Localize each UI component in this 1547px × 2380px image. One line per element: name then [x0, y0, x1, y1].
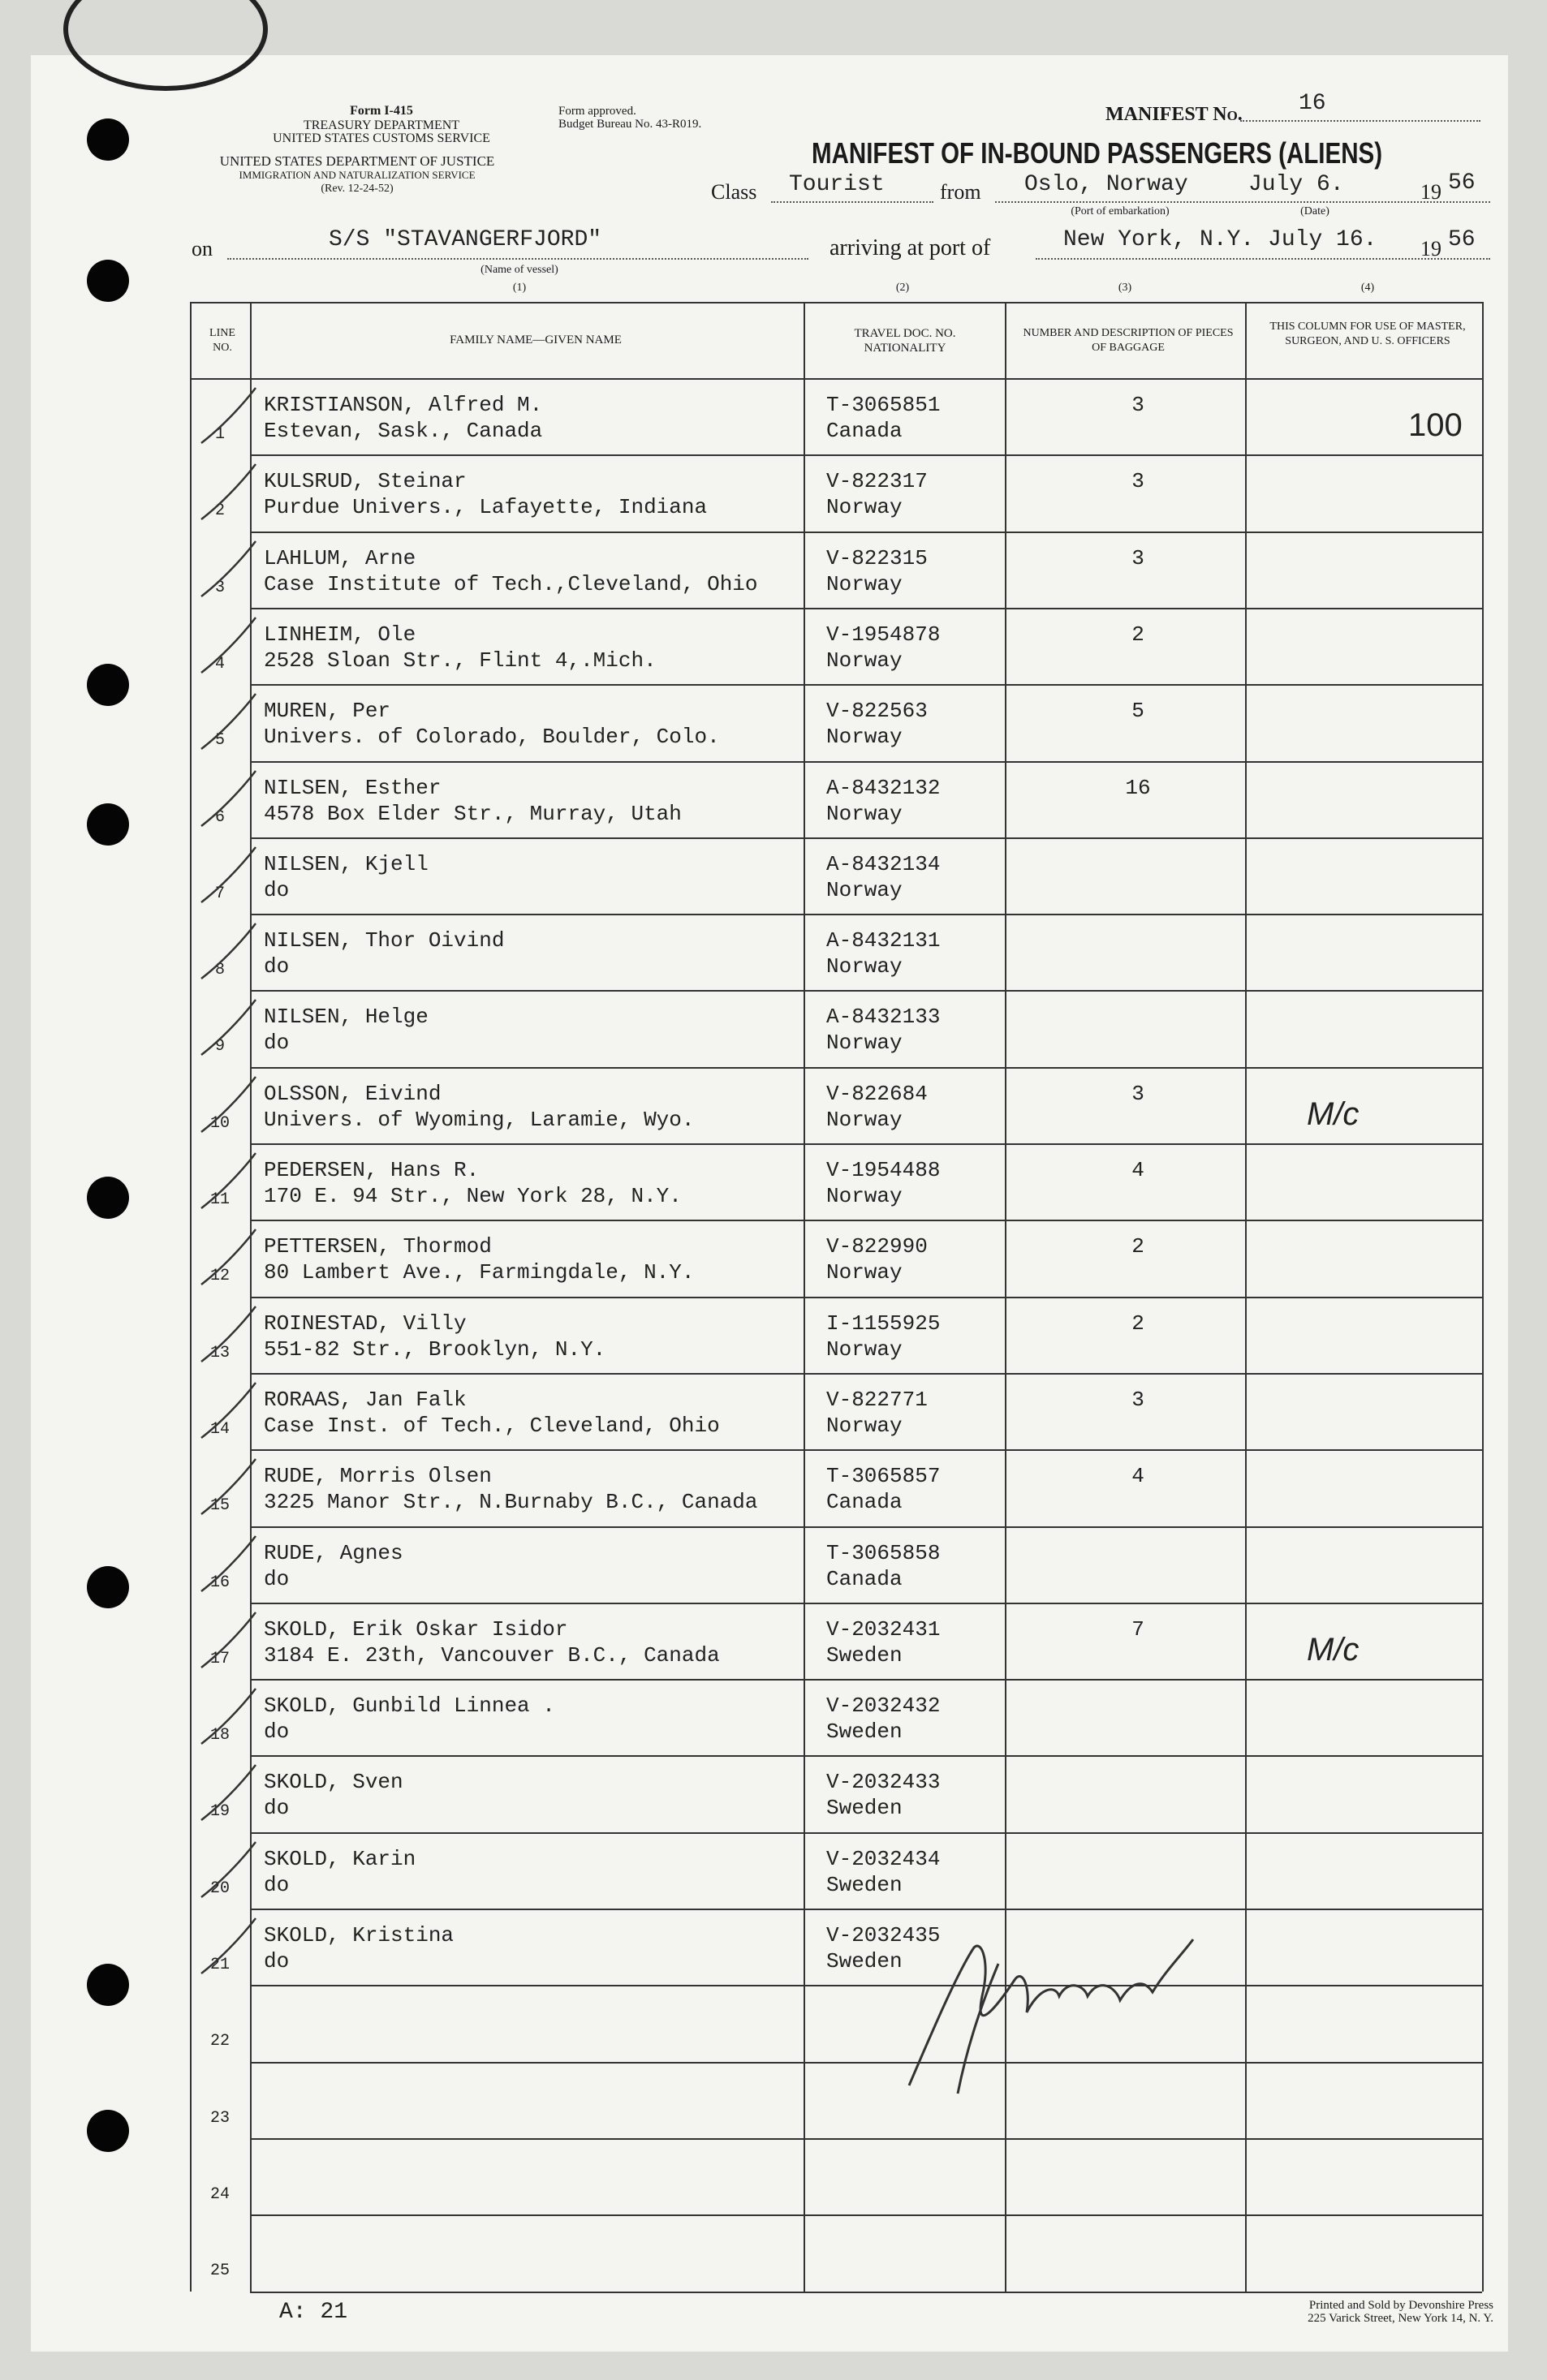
punch-hole: [87, 1964, 129, 2006]
baggage-count: 7: [1131, 1616, 1144, 1642]
footer-code: A: 21: [279, 2300, 348, 2325]
passenger-name: SKOLD, Kristina: [264, 1923, 455, 1947]
grid-rule: [250, 454, 1482, 456]
line-number: 4: [214, 654, 225, 674]
punch-hole: [87, 1177, 129, 1219]
line-number: 22: [209, 2032, 230, 2051]
passenger-address: 551-82 Str., Brooklyn, N.Y.: [264, 1336, 606, 1362]
passenger-address: do: [264, 1949, 290, 1973]
passenger-name: PEDERSEN, Hans R.: [264, 1158, 480, 1182]
grid-rule: [804, 302, 805, 2292]
passenger-address: do: [264, 1872, 290, 1897]
passenger-name: PETTERSEN, Thormod: [264, 1234, 492, 1259]
col-num-2: (2): [895, 282, 910, 294]
line-number: 21: [209, 1956, 230, 1974]
on-label: on: [192, 237, 213, 260]
passenger-name: NILSEN, Thor Oivind: [264, 928, 505, 953]
line-number: 10: [209, 1113, 230, 1133]
passenger-address: do: [264, 1031, 290, 1056]
travel-doc-no: V-822315: [826, 545, 928, 570]
form-approved: Form approved.: [558, 105, 636, 118]
grid-rule: [190, 302, 1482, 303]
travel-doc-no: A-8432131: [826, 928, 941, 953]
travel-doc-no: V-2032435: [826, 1923, 941, 1947]
line-number: 5: [214, 731, 225, 751]
check-mark: [195, 1379, 260, 1444]
baggage-count: 3: [1131, 393, 1144, 417]
officer-note: 100: [1408, 407, 1463, 443]
line-number: 15: [209, 1496, 230, 1516]
baggage-count: 5: [1131, 699, 1144, 724]
travel-doc-no: V-822563: [826, 699, 928, 724]
line-number: 13: [209, 1343, 230, 1362]
nationality: Norway: [826, 1336, 903, 1362]
line-number: 1: [214, 425, 225, 444]
line-number: 3: [214, 578, 225, 597]
col-header-doc: TRAVEL DOC. NO. NATIONALITY: [854, 327, 956, 355]
passenger-name: NILSEN, Esther: [264, 775, 442, 800]
check-mark: [195, 1685, 260, 1750]
grid-rule: [250, 1220, 1482, 1221]
nationality: Norway: [826, 725, 903, 750]
check-mark: [195, 1609, 260, 1674]
passenger-name: NILSEN, Kjell: [264, 851, 429, 876]
vessel-caption: (Name of vessel): [480, 264, 558, 276]
travel-doc-no: V-2032434: [826, 1846, 941, 1871]
check-mark: [195, 844, 260, 909]
check-mark: [195, 1226, 260, 1291]
travel-doc-no: V-1954878: [826, 622, 941, 647]
line-number: 25: [209, 2262, 230, 2281]
nationality: Norway: [826, 1184, 903, 1208]
nationality: Norway: [826, 1107, 903, 1132]
departure-date: July 6.: [1248, 172, 1344, 197]
grid-rule: [250, 1067, 1482, 1069]
punch-hole: [87, 1566, 129, 1608]
grid-rule: [250, 1526, 1482, 1528]
punch-hole: [87, 664, 129, 706]
ins-service: IMMIGRATION AND NATURALIZATION SERVICE: [239, 169, 476, 181]
col-header-line-no: LINE NO.: [209, 327, 235, 354]
line-number: 12: [209, 1267, 230, 1286]
line-number: 17: [209, 1649, 230, 1668]
printer-line-1: Printed and Sold by Devonshire Press: [1308, 2299, 1493, 2312]
arrival-port: New York, N.Y. July 16.: [1063, 227, 1377, 252]
punch-hole: [87, 2110, 129, 2152]
baggage-count: 4: [1131, 1464, 1144, 1489]
travel-doc-no: V-1954488: [826, 1158, 941, 1182]
nationality: Norway: [826, 495, 903, 520]
check-mark: [195, 614, 260, 679]
passenger-name: OLSSON, Eivind: [264, 1081, 442, 1106]
passenger-name: KULSRUD, Steinar: [264, 469, 467, 494]
officer-note: M/c: [1307, 1631, 1360, 1668]
passenger-name: RUDE, Morris Olsen: [264, 1464, 492, 1489]
justice-dept: UNITED STATES DEPARTMENT OF JUSTICE: [219, 153, 495, 169]
line-number: 14: [209, 1419, 230, 1439]
travel-doc-no: T-3065851: [826, 393, 941, 417]
col-header-baggage: NUMBER AND DESCRIPTION OF PIECES OF BAGGAGE: [1023, 327, 1234, 354]
manifest-no-label: MANIFEST No.: [1105, 104, 1243, 125]
check-mark: [195, 920, 260, 985]
passenger-address: do: [264, 877, 290, 902]
travel-doc-no: V-2032431: [826, 1616, 941, 1642]
baggage-count: 3: [1131, 1387, 1144, 1412]
passenger-name: ROINESTAD, Villy: [264, 1311, 467, 1336]
officer-note: M/c: [1307, 1095, 1360, 1132]
passenger-address: 4578 Box Elder Str., Murray, Utah: [264, 801, 682, 826]
line-number: 11: [209, 1190, 230, 1209]
check-mark: [195, 1839, 260, 1904]
passenger-address: do: [264, 1796, 290, 1821]
passenger-address: Purdue Univers., Lafayette, Indiana: [264, 495, 708, 520]
check-mark: [195, 1150, 260, 1215]
travel-doc-no: A-8432132: [826, 775, 941, 800]
passenger-name: LAHLUM, Arne: [264, 545, 416, 570]
class-value: Tourist: [789, 172, 885, 197]
check-mark: [195, 1915, 260, 1980]
passenger-address: Case Institute of Tech.,Cleveland, Ohio: [264, 571, 758, 596]
grid-rule: [250, 2214, 1482, 2216]
passenger-name: NILSEN, Helge: [264, 1005, 429, 1030]
nationality: Norway: [826, 571, 903, 596]
signature-scribble: [885, 1907, 1209, 2102]
grid-rule: [250, 532, 1482, 533]
nationality: Norway: [826, 1413, 903, 1438]
punch-hole: [87, 118, 129, 161]
grid-rule: [250, 1679, 1482, 1681]
col-num-4: (4): [1360, 282, 1375, 294]
manifest-no-line: [1240, 120, 1480, 122]
grid-rule: [250, 2292, 1482, 2293]
class-line: [771, 201, 933, 203]
year-value: 56: [1448, 170, 1476, 196]
col-header-officers: THIS COLUMN FOR USE OF MASTER, SURGEON, AND U. S. OFFICERS: [1269, 321, 1466, 347]
line-number: 2: [214, 501, 225, 521]
travel-doc-no: T-3065857: [826, 1464, 941, 1489]
line-number: 20: [209, 1879, 230, 1898]
travel-doc-no: T-3065858: [826, 1540, 941, 1565]
check-mark: [195, 1456, 260, 1521]
nationality: Norway: [826, 877, 903, 902]
line-number: 24: [209, 2184, 230, 2204]
grid-rule: [250, 1449, 1482, 1451]
grid-rule: [250, 1909, 1482, 1910]
nationality: Norway: [826, 954, 903, 979]
nationality: Norway: [826, 648, 903, 673]
passenger-address: Case Inst. of Tech., Cleveland, Ohio: [264, 1413, 720, 1438]
nationality: Sweden: [826, 1872, 903, 1897]
nationality: Canada: [826, 1490, 903, 1515]
passenger-name: SKOLD, Sven: [264, 1770, 403, 1795]
travel-doc-no: V-822771: [826, 1387, 928, 1412]
grid-rule: [1482, 302, 1484, 2292]
passenger-address: 170 E. 94 Str., New York 28, N.Y.: [264, 1184, 682, 1208]
date-caption: (Date): [1300, 205, 1329, 217]
punch-hole: [87, 260, 129, 302]
line-number: 7: [214, 884, 225, 903]
baggage-count: 16: [1125, 775, 1151, 800]
baggage-count: 4: [1131, 1158, 1144, 1182]
baggage-count: 2: [1131, 1311, 1144, 1336]
nationality: Canada: [826, 419, 903, 443]
line-number: 19: [209, 1802, 230, 1822]
check-mark: [195, 996, 260, 1061]
passenger-address: do: [264, 954, 290, 979]
class-label: Class: [711, 180, 757, 204]
grid-rule: [250, 2062, 1482, 2064]
grid-rule: [1245, 302, 1247, 2292]
manifest-title: MANIFEST OF IN-BOUND PASSENGERS (ALIENS): [812, 136, 1383, 170]
grid-rule: [250, 1373, 1482, 1375]
nationality: Norway: [826, 1031, 903, 1056]
passenger-address: Univers. of Wyoming, Laramie, Wyo.: [264, 1107, 695, 1132]
punch-hole: [87, 803, 129, 846]
from-label: from: [940, 180, 981, 204]
nationality: Sweden: [826, 1949, 903, 1973]
line-number: 23: [209, 2108, 230, 2128]
grid-rule: [250, 1143, 1482, 1145]
nationality: Norway: [826, 1260, 903, 1285]
grid-rule: [250, 837, 1482, 839]
nationality: Canada: [826, 1566, 903, 1591]
travel-doc-no: V-822684: [826, 1081, 928, 1106]
travel-doc-no: A-8432133: [826, 1005, 941, 1030]
check-mark: [195, 385, 260, 450]
baggage-count: 3: [1131, 1081, 1144, 1106]
travel-doc-no: V-2032433: [826, 1770, 941, 1795]
from-value: Oslo, Norway: [1024, 172, 1188, 197]
printer-line-2: 225 Varick Street, New York 14, N. Y.: [1308, 2312, 1493, 2325]
passenger-address: do: [264, 1566, 290, 1591]
baggage-count: 2: [1131, 622, 1144, 647]
travel-doc-no: V-822317: [826, 469, 928, 494]
line-number: 6: [214, 807, 225, 827]
customs-service: UNITED STATES CUSTOMS SERVICE: [273, 131, 490, 145]
baggage-count: 2: [1131, 1234, 1144, 1259]
travel-doc-no: I-1155925: [826, 1311, 941, 1336]
check-mark: [195, 538, 260, 603]
grid-rule: [250, 608, 1482, 609]
travel-doc-no: V-822990: [826, 1234, 928, 1259]
baggage-count: 3: [1131, 545, 1144, 570]
grid-rule: [250, 1832, 1482, 1834]
arriving-label: arriving at port of: [830, 235, 991, 260]
col-num-1: (1): [512, 282, 527, 294]
embark-caption: (Port of embarkation): [1071, 205, 1170, 217]
check-mark: [195, 1762, 260, 1827]
passenger-address: 3225 Manor Str., N.Burnaby B.C., Canada: [264, 1490, 758, 1515]
grid-rule: [250, 914, 1482, 915]
vessel-line: [227, 258, 808, 260]
line-number: 16: [209, 1573, 230, 1592]
year-prefix-2: 19: [1420, 237, 1441, 260]
treasury-dept: TREASURY DEPARTMENT: [303, 118, 460, 132]
grid-rule: [250, 2138, 1482, 2140]
passenger-name: KRISTIANSON, Alfred M.: [264, 393, 543, 417]
line-number: 18: [209, 1726, 230, 1745]
col-num-3: (3): [1118, 282, 1132, 294]
form-number: Form I-415: [350, 104, 413, 118]
col-header-name: FAMILY NAME—GIVEN NAME: [450, 334, 622, 346]
check-mark: [195, 1074, 260, 1138]
manifest-no-value: 16: [1299, 91, 1326, 116]
passenger-name: LINHEIM, Ole: [264, 622, 416, 647]
line-number: 9: [214, 1037, 225, 1057]
passenger-address: 2528 Sloan Str., Flint 4,.Mich.: [264, 648, 657, 673]
grid-rule: [250, 1985, 1482, 1986]
passenger-name: RORAAS, Jan Falk: [264, 1387, 467, 1412]
nationality: Norway: [826, 801, 903, 826]
grid-rule: [250, 761, 1482, 763]
grid-rule: [250, 1297, 1482, 1298]
check-mark: [195, 1303, 260, 1368]
travel-doc-no: A-8432134: [826, 851, 941, 876]
vessel-name: S/S "STAVANGERFJORD": [329, 227, 602, 252]
check-mark: [195, 461, 260, 526]
line-number: 8: [214, 961, 225, 980]
passenger-address: Univers. of Colorado, Boulder, Colo.: [264, 725, 720, 750]
budget-bureau: Budget Bureau No. 43-R019.: [558, 118, 702, 131]
nationality: Sweden: [826, 1719, 903, 1745]
check-mark: [195, 1533, 260, 1598]
passenger-name: MUREN, Per: [264, 699, 391, 724]
travel-doc-no: V-2032432: [826, 1694, 941, 1719]
passenger-name: SKOLD, Gunbild Linnea .: [264, 1694, 555, 1719]
check-mark: [195, 768, 260, 833]
passenger-address: 80 Lambert Ave., Farmingdale, N.Y.: [264, 1260, 695, 1285]
passenger-address: 3184 E. 23th, Vancouver B.C., Canada: [264, 1642, 720, 1668]
passenger-name: RUDE, Agnes: [264, 1540, 403, 1565]
passenger-address: do: [264, 1719, 290, 1745]
nationality: Sweden: [826, 1642, 903, 1668]
grid-rule: [250, 990, 1482, 992]
grid-rule: [190, 378, 1482, 380]
form-revision: (Rev. 12-24-52): [321, 183, 394, 195]
grid-rule: [250, 684, 1482, 686]
year-value-2: 56: [1448, 227, 1476, 252]
passenger-address: Estevan, Sask., Canada: [264, 419, 543, 443]
passenger-name: SKOLD, Erik Oskar Isidor: [264, 1616, 568, 1642]
year-prefix: 19: [1420, 180, 1441, 204]
nationality: Sweden: [826, 1796, 903, 1821]
grid-rule: [250, 1603, 1482, 1604]
baggage-count: 3: [1131, 469, 1144, 494]
check-mark: [195, 691, 260, 755]
grid-rule: [190, 302, 192, 2292]
passenger-name: SKOLD, Karin: [264, 1846, 416, 1871]
from-line: [995, 201, 1490, 203]
grid-rule: [250, 1755, 1482, 1757]
